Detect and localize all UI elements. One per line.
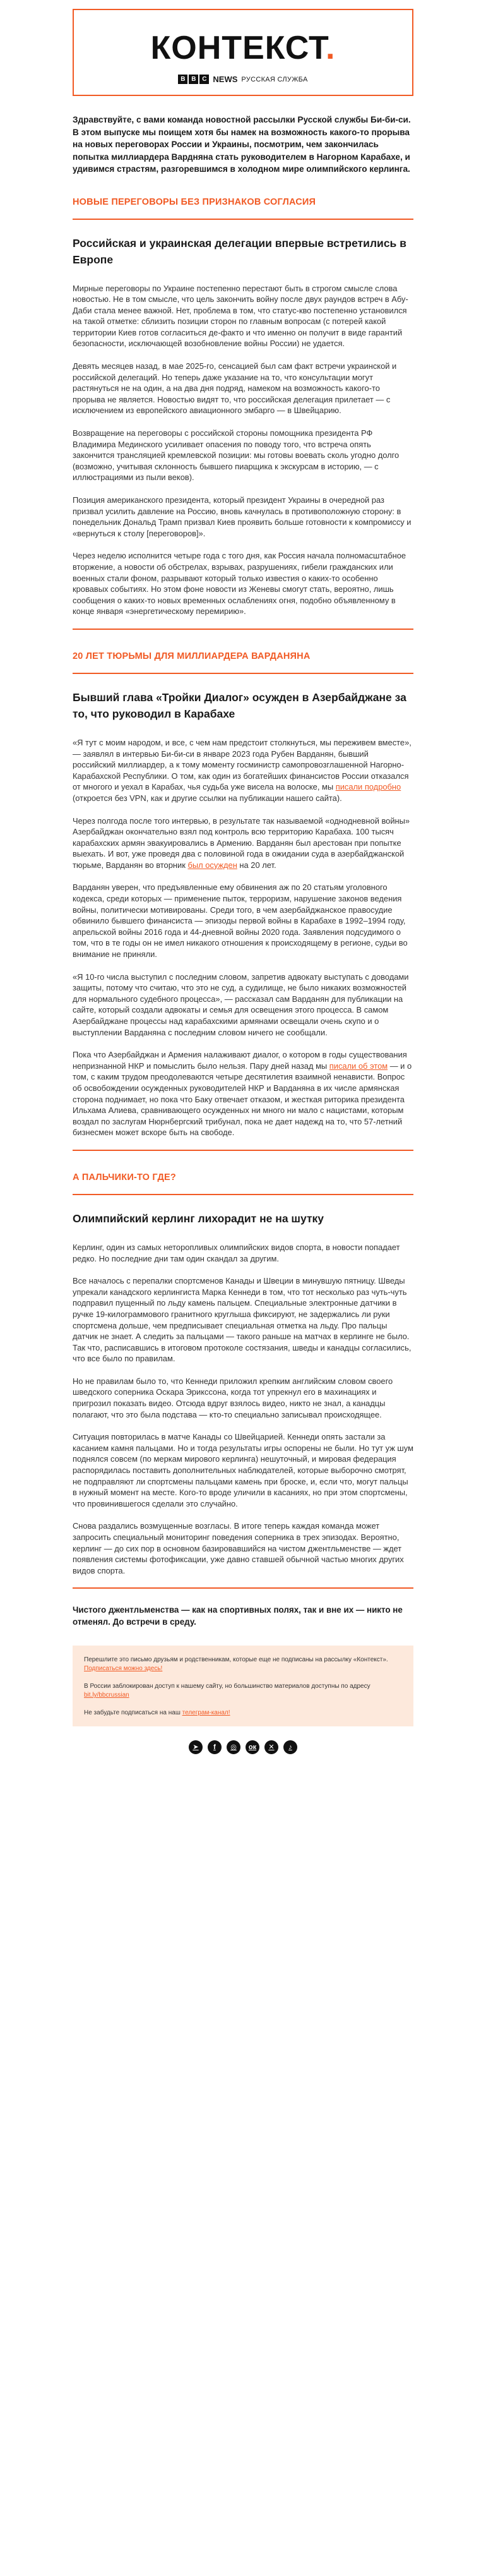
paragraph-text: Через полгода после того интервью, в результате так называемой «однодневной войны» Азербайджан окончательно взял под контроль всю территорию Карабаха. 100 тысяч карабахских армян эвакуировались в Армению. Варданян был арестован при попытке выехать. И вот, уже проведя два с половиной года в ожидании суда в азербайджанской тюрьме, Варданян во вторник	[73, 816, 410, 870]
paragraph	[73, 1049, 413, 1138]
footer-telegram-note	[84, 1709, 402, 1718]
paragraph: Позиция американского президента, который президент Украины в очередной раз призвал усилить давление на Россию, вновь качнулась в противоположную сторону: в понедельник Дональд Трамп призвал Киев проявить больше готовности к компромиссу и «вернуться к столу [переговоров]».	[73, 495, 412, 538]
divider	[73, 629, 413, 630]
intro-text: Здравствуйте, с вами команда новостной рассылки Русской службы Би-би-си. В этом выпуске мы поищем хотя бы намек на возможность какого-то прорыва на новых переговорах России и Украины, посмотрим, чем закончилась попытка миллиардера Вардняна стать руководителем в Нагорном Карабахе, и удивимся страстям, разгоревшимся в холодном мире олимпийского керлинга.	[73, 115, 411, 174]
instagram-icon[interactable]: ◎	[227, 1740, 240, 1754]
story-title-vardanyan: Бывший глава «Тройки Диалог» осужден в Азербайджане за то, что руководил в Карабахе	[73, 690, 406, 720]
outro-text: Чистого джентльменства — как на спортивных полях, так и вне их — никто не отменял. До встречи в среду.	[73, 1605, 403, 1627]
paragraph: Через неделю исполнится четыре года с того дня, как Россия начала полномасштабное вторжение, а новости об обстрелах, взрывах, разрушениях, гибели гражданских или военных стали фоном, разрывают который только известия о каких-то особенно кровавых событиях. Но этом фоне новости из Женевы смогут стать, вероятно, лишь сообщения о каких-то новых временных ослаблениях огня, подобно объявленному в конце января «энергетическому перемирию».	[73, 551, 406, 617]
paragraph: Варданян уверен, что предъявленные ему обвинения аж по 20 статьям уголовного кодекса, среди которых — применение пыток, терроризм, нарушение законов ведения войны, политически мотивированы. Среди того, в чем азербайджанское правосудие обвинило бывшего финансиста — эпизоды первой войны в Карабахе в 1992–1994 году, апрельской войны 2016 года и 44-дневной войны 2020 года. Заявления подсудимого о том, что в те годы он не имел никакого отношения к происходящему в регионе, судьи во внимание не приняли.	[73, 882, 408, 960]
paragraph: Снова раздались возмущенные возгласы. В итоге теперь каждая команда может запросить специальный мониторинг поведения соперника в трех эпизодах. Вероятно, керлинг — до сих пор в основном базировавшийся на чистом джентльменстве — ждет появления системы фотофиксации, уже давно ставшей обычной частью многих других видов спорта.	[73, 1521, 404, 1575]
paragraph: Но не правилам было то, что Кеннеди приложил крепким английским словом своего шведского соперника Оскара Эрикссона, когда тот упрекнул его в махинациях и пригрозил показать видео. Отсюда вдруг взялось видео, никто не знал, а канадцы полагают, что это была подстава — кто-то специально записывал происходящее.	[73, 1376, 393, 1419]
subscribe-link[interactable]: Подписаться можно здесь!	[84, 1665, 163, 1673]
mirror-link[interactable]: bit.ly/bbcrussian	[84, 1692, 129, 1699]
paragraph	[73, 737, 413, 804]
bbc-service-label: РУССКАЯ СЛУЖБА	[241, 75, 308, 83]
logo-dot: .	[325, 30, 336, 66]
newsletter	[73, 9, 413, 1754]
tiktok-icon[interactable]: ♪	[283, 1740, 297, 1754]
telegram-channel-link[interactable]: телеграм-канал!	[182, 1709, 230, 1717]
divider	[73, 1194, 413, 1195]
paragraph-text: «Я тут с моим народом, и все, с чем нам предстоит столкнуться, мы переживем вместе», — заявлял в интервью Би-би-си в январе 2023 года Рубен Варданян, бывший российский миллиардер, а к тому моменту госминистр самопровозглашенной Нагорно-Карабахской Республики. О том, как один из богатейших финансистов России отказался от многого и уехал в Карабах, чья судьба уже висела на волоске, мы	[73, 737, 412, 792]
paragraph: Возвращение на переговоры с российской стороны помощника президента РФ Владимира Мединского усиливает опасения по поводу того, что встреча опять закончится трансляцией кремлевской позиции: мы готовы воевать сколь угодно долго (возможно, учитывая склонность бывшего пиарщика к экскурсам в историю, — с иллюстрациями из пыли веков).	[73, 428, 400, 483]
footer-text: Перешлите это письмо друзьям и родственникам, которые еще не подписаны на рассылку «Контекст».	[84, 1656, 388, 1664]
paragraph: Керлинг, один из самых неторопливых олимпийских видов спорта, в новости попадает редко. Но последние дни там один скандал за другим.	[73, 1242, 400, 1263]
paragraph: Мирные переговоры по Украине постепенно перестают быть в строгом смысле слова новостью. Не в том смысле, что цель закончить войну после двух раундов встреч в Абу-Даби стала менее важной. Нет, проблема в том, что статус-кво постепенно установился на такой отметке: сблизить позиции сторон по главным вопросам (с потерей какой территории Киев готов согласиться де-факто и что именно он получит в виде гарантий безопасности, исключающей возобновление войны России) не удается.	[73, 283, 408, 349]
link-was-convicted[interactable]: был осужден	[187, 860, 237, 870]
bbc-block: B	[178, 75, 187, 84]
paragraph-text: — и о том, с каким трудом преодолеваются четыре десятилетия взаимной ненависти. Вопрос об освобождении осужденных руководителей НКР и Варданяна в их числе армянская сторона поднимает, но пока что Баку отвечает отказом, и жесткая риторика президента Ильхама Алиева, сравнивающего осужденных ни много ни мало с нацистами, которым воздал по заслугам Нюрнбергский трибунал, пока не дает надежд на то, что 57-летний бизнесмен может вскоре быть на свободе.	[73, 1061, 412, 1138]
paragraph-text: Пока что Азербайджан и Армения налаживают диалог, о котором в годы существования непризнанной НКР и помыслить было нельзя. Пару дней назад мы	[73, 1050, 407, 1071]
footer-forward-note	[84, 1656, 402, 1673]
story-title-curling: Олимпийский керлинг лихорадит не на шутку	[73, 1212, 324, 1225]
facebook-icon[interactable]: f	[208, 1740, 222, 1754]
footer-box	[73, 1646, 413, 1726]
divider	[73, 1150, 413, 1151]
logo-word: КОНТЕКСТ	[150, 30, 326, 66]
paragraph: Ситуация повторилась в матче Канады со Швейцарией. Кеннеди опять застали за касанием камня пальцами. Но и тогда результаты игры оспорены не были. Но тут уж шум поднялся совсем (по меркам мирового керлинга) нешуточный, и мировая федерация распорядилась поставить дополнительных наблюдателей, которые выборочно смотрят, не подправляют ли спортсмены пальцами камень при броске, и, если что, могут пальцы в нужный момент на месте. Кого-то вроде уличили в касаниях, но при этом спортсмены, что провинившегося сделали это случайно.	[73, 1432, 413, 1508]
bbc-block: C	[199, 75, 209, 84]
section-heading-vardanyan: 20 ЛЕТ ТЮРЬМЫ ДЛЯ МИЛЛИАРДЕРА ВАРДАНЯНА	[73, 651, 311, 661]
paragraph: «Я 10-го числа выступил с последним словом, запретив адвокату выступать с доводами защиты, потому что считаю, что это не суд, а судилище, не было никаких возможностей для нормального судебного процесса», — рассказал сам Варданян для публикации на сайте, который создали адвокаты и семья для освещения этого процесса. В самом Азербайджане процессы над карабахскими армянами освещали очень скупо и о выступлении Варданяна с последним словом ничего не сообщали.	[73, 972, 409, 1037]
footer-text: В России заблокирован доступ к нашему сайту, но большинство материалов доступны по адресу	[84, 1683, 370, 1690]
story-body-vardanyan	[73, 737, 413, 1138]
story-title-negotiations: Российская и украинская делегации впервые встретились в Европе	[73, 236, 406, 266]
paragraph-text: (откроется без VPN, как и другие ссылки на публикации нашего сайта).	[73, 793, 342, 803]
paragraph	[73, 816, 413, 871]
social-links	[73, 1740, 413, 1754]
logo[interactable]	[151, 29, 336, 67]
link-wrote-about-this[interactable]: писали об этом	[329, 1061, 388, 1071]
telegram-icon[interactable]: ➤	[189, 1740, 203, 1754]
ok-icon[interactable]: ок	[246, 1740, 259, 1754]
divider	[73, 1587, 413, 1589]
footer-text: Не забудьте подписаться на наш	[84, 1709, 182, 1717]
story-body-curling	[73, 1242, 413, 1576]
footer-access-note	[84, 1682, 402, 1700]
link-written-in-detail[interactable]: писали подробно	[335, 782, 401, 792]
bbc-news-label: NEWS	[213, 75, 238, 84]
paragraph: Все началось с перепалки спортсменов Канады и Швеции в минувшую пятницу. Шведы упрекали канадского керлингиста Марка Кеннеди в том, что тот несколько раз чуть-чуть подправил пущенный по льду камень пальцем. Специальные электронные датчики в ручке 19-килограммового гранитного круглыша фиксируют, не задержались ли руки спортсмена дольше, чем предписывает специальная отметка на льду. Про пальцы датчик не знает. А следить за пальцами — такого раньше на матчах в керлинге не было. Так что, расписавшись в итоговом протоколе состязания, шведы и канадцы согласились, что все было по правилам.	[73, 1276, 412, 1364]
bbc-block: B	[189, 75, 198, 84]
masthead	[73, 9, 413, 96]
story-body-negotiations	[73, 283, 413, 617]
section-heading-curling: А ПАЛЬЧИКИ-ТО ГДЕ?	[73, 1172, 176, 1183]
divider	[73, 673, 413, 674]
paragraph-text: на 20 лет.	[237, 860, 276, 870]
section-heading-negotiations: НОВЫЕ ПЕРЕГОВОРЫ БЕЗ ПРИЗНАКОВ СОГЛАСИЯ	[73, 196, 316, 207]
divider	[73, 219, 413, 220]
bbc-russian-brand	[74, 75, 412, 84]
x-icon[interactable]: ✕	[264, 1740, 278, 1754]
paragraph: Девять месяцев назад, в мае 2025-го, сенсацией был сам факт встречи украинской и российской делегаций. Но теперь даже указание на то, что консультации могут растянуться не на один, а на два дня подряд, намеком на возможность какого-то прорыва не является. Новостью видят то, что российская делегация прилетает — с исключением из европейского авиационного эмбарго — в Швейцарию.	[73, 361, 397, 416]
bbc-logo	[178, 75, 209, 84]
